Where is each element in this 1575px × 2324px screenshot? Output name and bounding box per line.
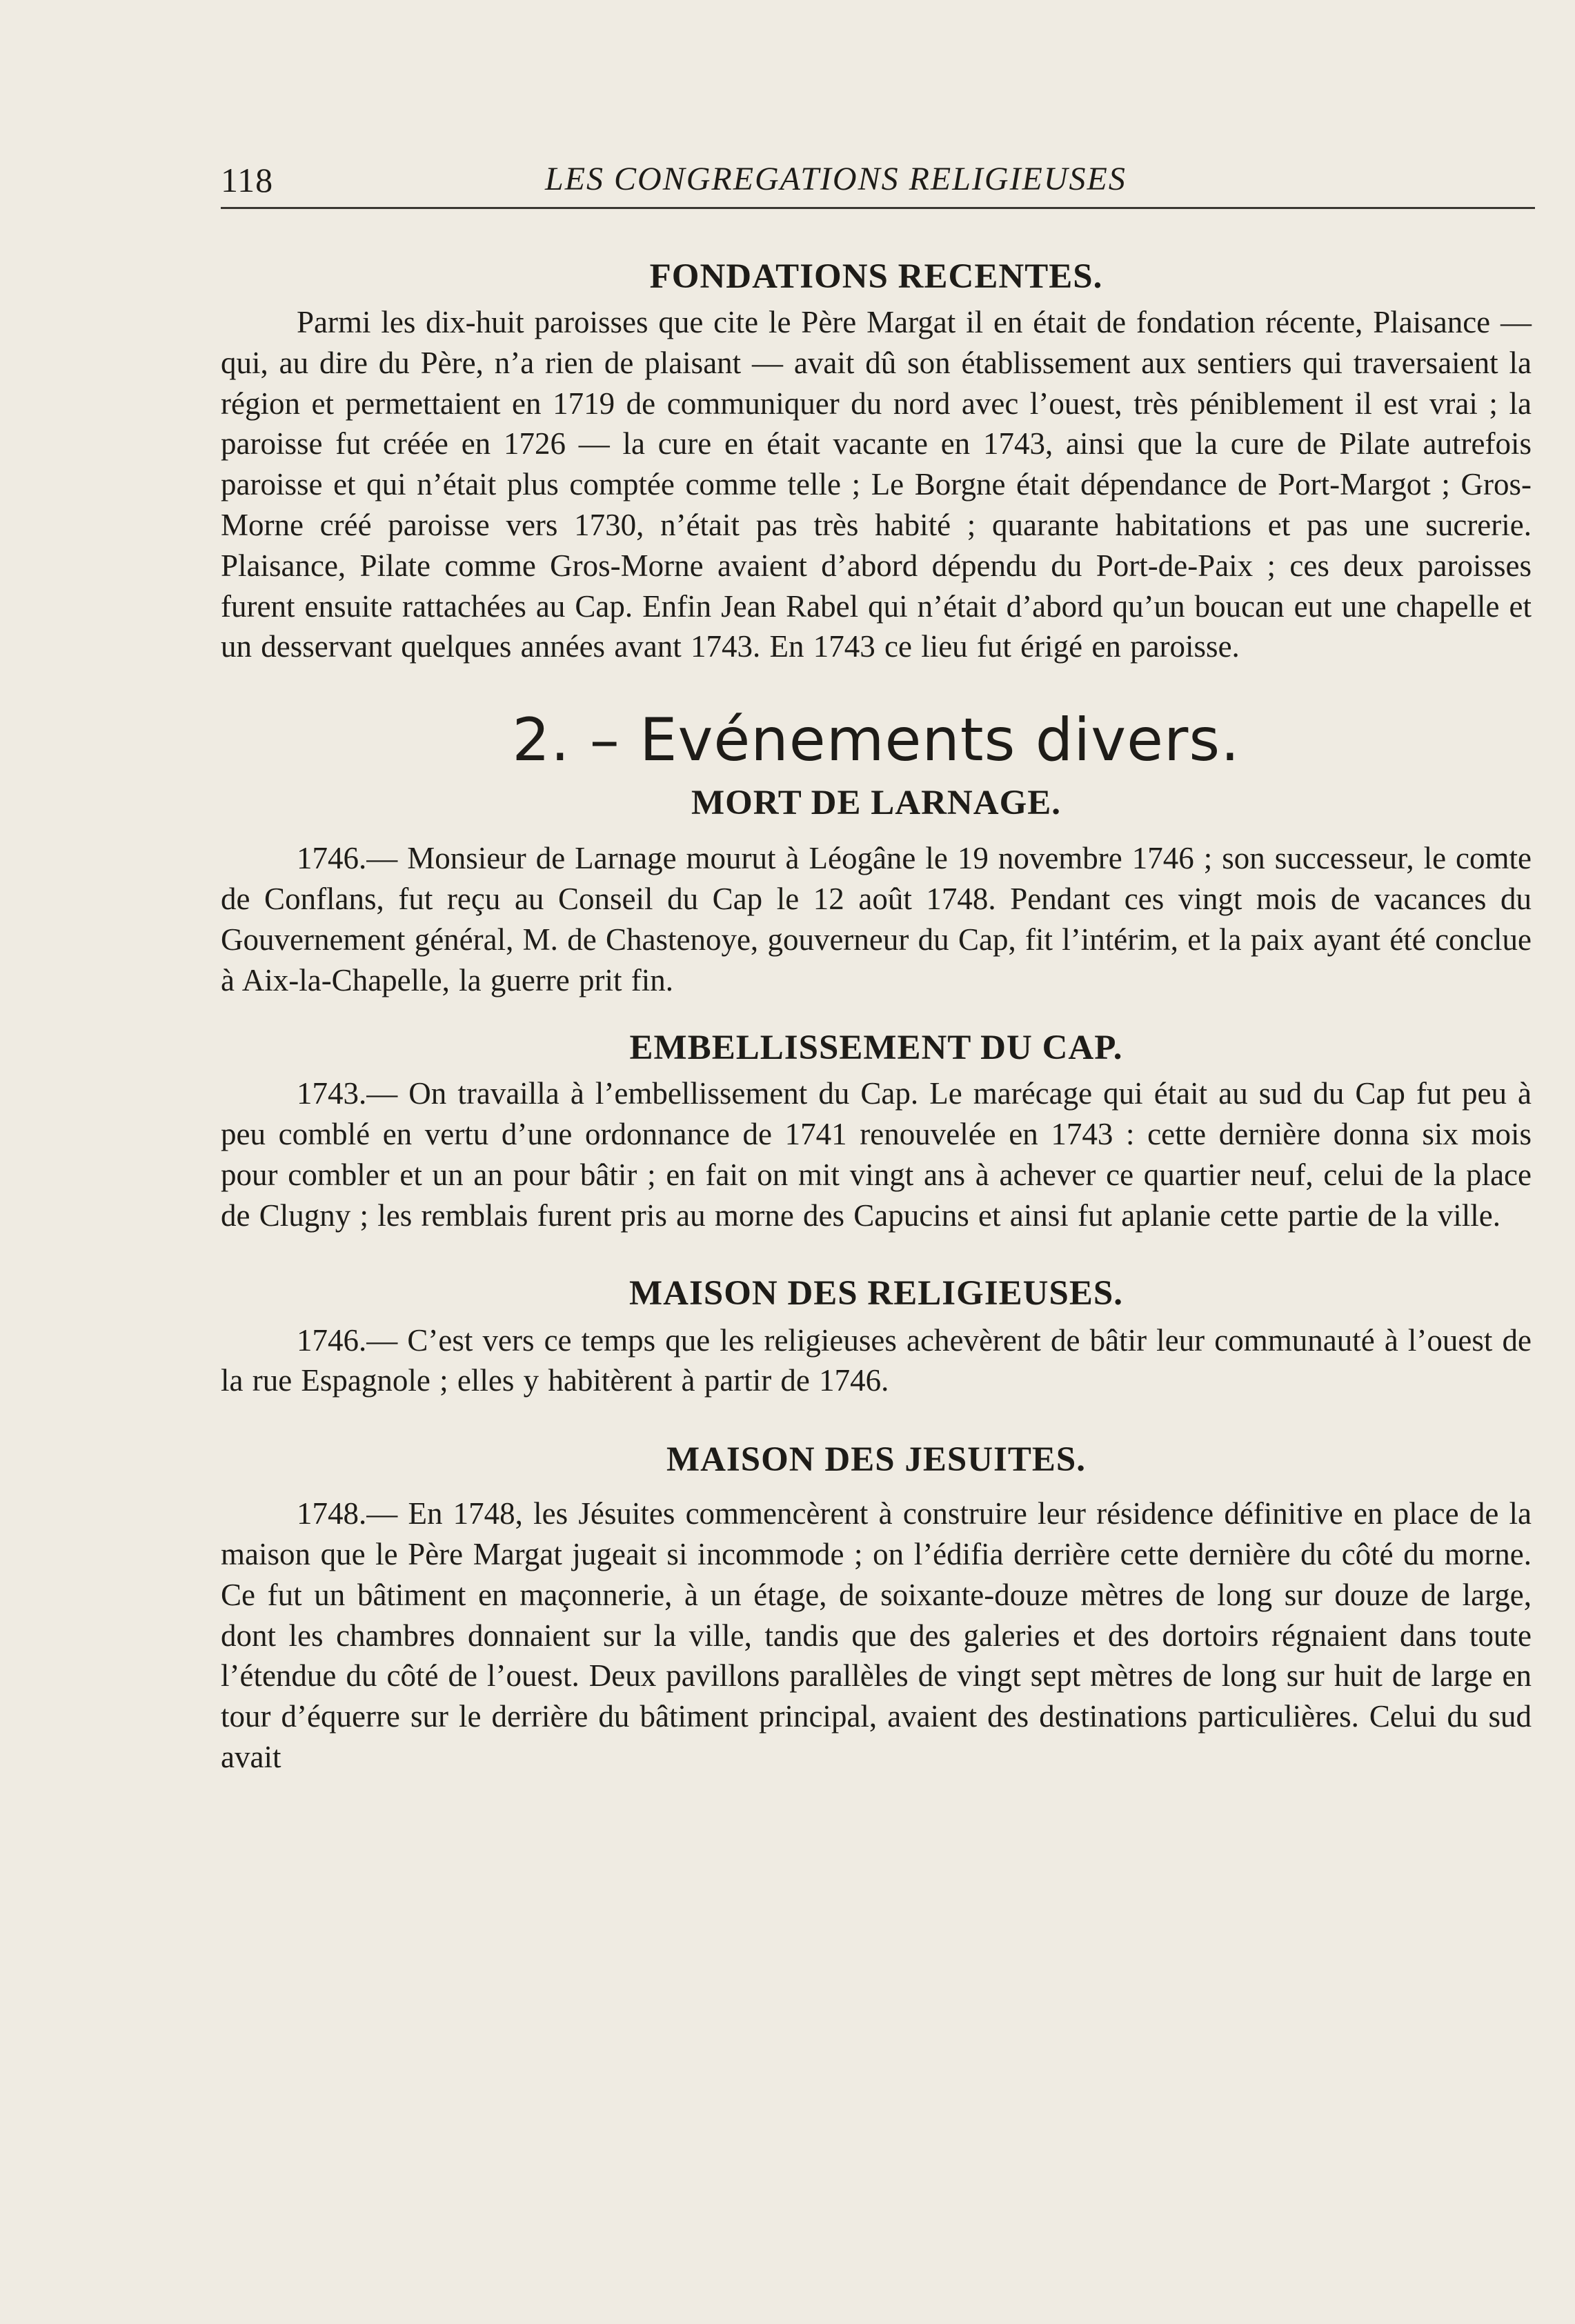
paragraph-maison-des-religieuses: 1746.— C’est vers ce temps que les religieuses achevèrent de bâtir leur communauté à l’ouest de la rue Espagnole ; elles y habitèrent à partir de 1746.: [221, 1322, 1532, 1398]
paragraph-fondations: Parmi les dix-huit paroisses que cite le Père Margat il en était de fondation récente, Plaisance — qui, au dire du Père, n’a rien de plaisant — avait dû son établissement aux sentiers qui traversaient la région et permettaient en 1719 de communiquer du nord avec l’ouest, très péniblement il est vrai ; la paroisse fut créée en 1726 — la cure en était vacante en 1743, ainsi que la cure de Pilate autrefois paroisse et qui n’était plus comptée comme telle ; Le Borgne était dépendance de Port-Margot ; Gros-Morne créé paroisse vers 1730, n’était pas très habité ; quarante habitations et pas une sucrerie. Plaisance, Pilate comme Gros-Morne avaient d’abord dépendu du Port-de-Paix ; ces deux paroisses furent ensuite rattachées au Cap. Enfin Jean Rabel qui n’était d’abord qu’un boucan eut une chapelle et un desservant quelques années avant 1743. En 1743 ce lieu fut érigé en paroisse.: [221, 305, 1532, 664]
running-title: LES CONGREGATIONS RELIGIEUSES: [545, 161, 1127, 197]
heading-fondations-recentes: FONDATIONS RECENTES.: [649, 257, 1103, 296]
page-body: [221, 255, 1532, 1778]
paragraph-embellissement-du-cap: 1743.— On travailla à l’embellissement du Cap. Le marécage qui était au sud du Cap fut peu à peu comblé en vertu d’une ordonnance de 1741 renouvelée en 1743 : cette dernière donna six mois pour combler et un an pour bâtir ; en fait on mit vingt ans à achever ce quartier neuf, celui de la place de Clugny ; les remblais furent pris au morne des Capucins et ainsi fut aplanie cette partie de la ville.: [221, 1076, 1532, 1233]
heading-maison-des-jesuites: MAISON DES JESUITES.: [666, 1440, 1087, 1480]
running-header: [221, 153, 1532, 201]
chapter-title-evenements-divers: 2. – Evénements divers.: [512, 706, 1240, 775]
header-rule: [221, 207, 1535, 209]
heading-maison-des-religieuses: MAISON DES RELIGIEUSES.: [629, 1273, 1123, 1313]
heading-mort-de-larnage: MORT DE LARNAGE.: [691, 784, 1062, 823]
paragraph-mort-de-larnage: 1746.— Monsieur de Larnage mourut à Léogâne le 19 novembre 1746 ; son successeur, le comte de Conflans, fut reçu au Conseil du Cap le 12 août 1748. Pendant ces vingt mois de vacances du Gouvernement général, M. de Chastenoye, gouverneur du Cap, fit l’intérim, et la paix ayant été conclue à Aix-la-Chapelle, la guerre prit fin.: [221, 841, 1532, 997]
page-number: 118: [221, 161, 274, 199]
paragraph-maison-des-jesuites: 1748.— En 1748, les Jésuites commencèrent à construire leur résidence définitive en place de la maison que le Père Margat jugeait si incommode ; on l’édifia derrière cette dernière du côté du morne. Ce fut un bâtiment en maçonnerie, à un étage, de soixante-douze mètres de long sur douze de large, dont les chambres donnaient sur la ville, tandis que des galeries et des dortoirs régnaient dans toute l’étendue du côté de l’ouest. Deux pavillons parallèles de vingt sept mètres de long sur huit de large en tour d’équerre sur le derrière du bâtiment principal, avaient des destinations particulières. Celui du sud avait: [221, 1496, 1532, 1774]
heading-embellissement-du-cap: EMBELLISSEMENT DU CAP.: [629, 1029, 1123, 1068]
